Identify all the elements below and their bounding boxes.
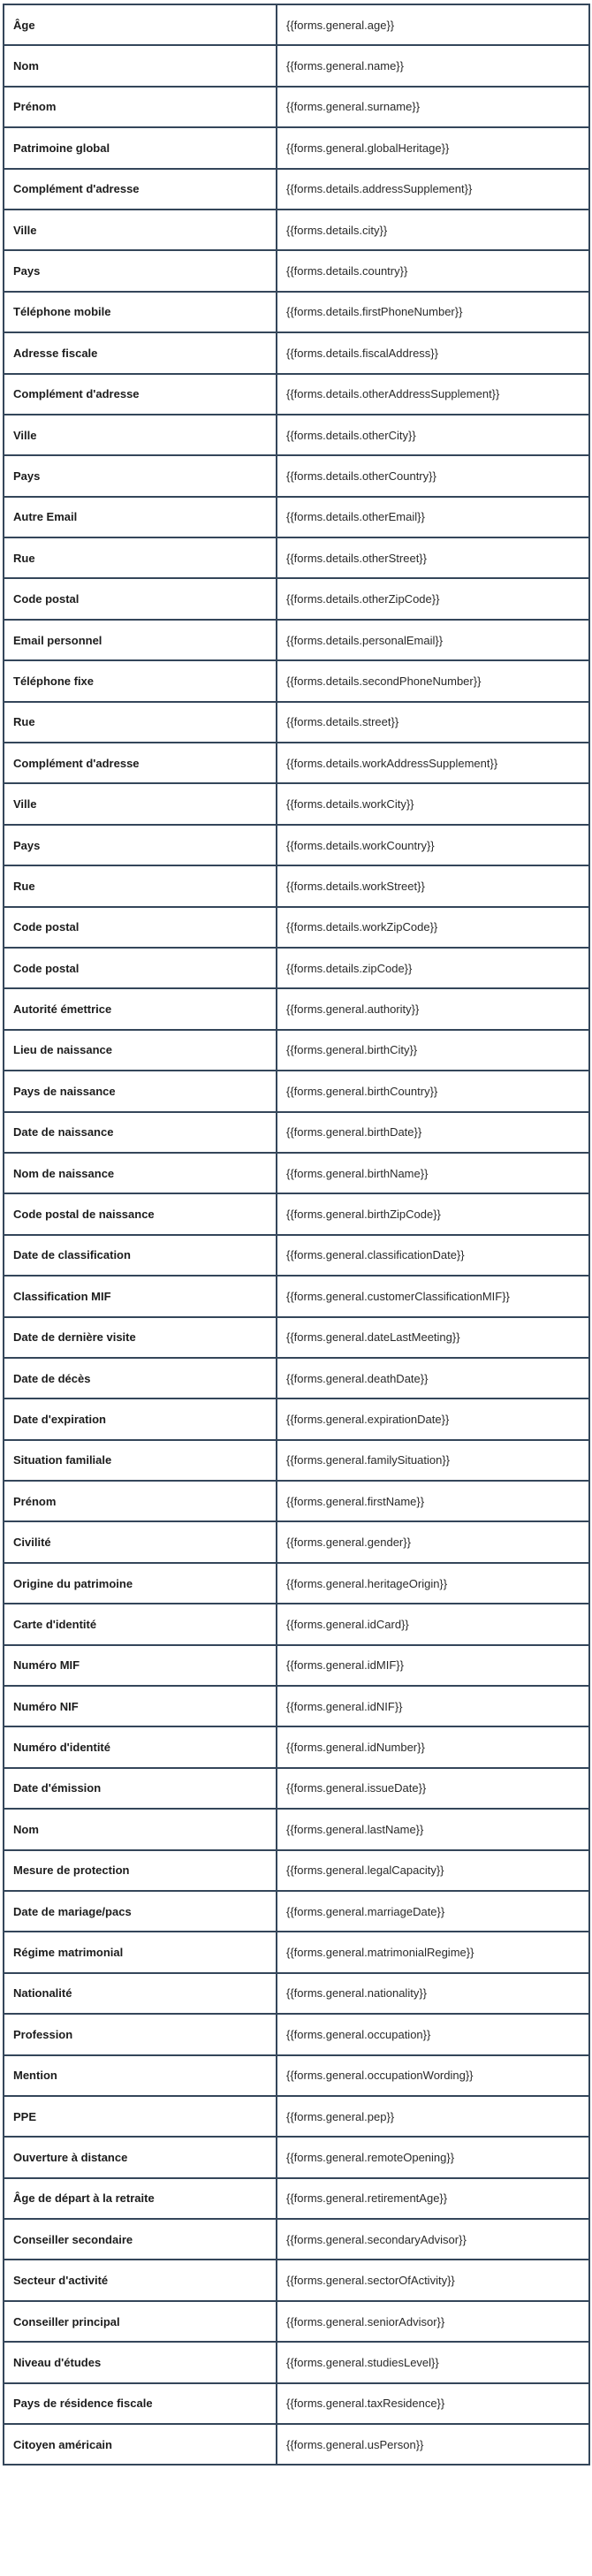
field-label: Lieu de naissance	[4, 1030, 277, 1071]
field-label: Autorité émettrice	[4, 988, 277, 1029]
field-template-value: {{forms.general.birthCountry}}	[277, 1071, 589, 1111]
field-label: Ville	[4, 210, 277, 250]
table-row	[4, 578, 589, 619]
table-row	[4, 1235, 589, 1276]
table-row	[4, 1521, 589, 1562]
field-template-value: {{forms.general.authority}}	[277, 988, 589, 1029]
field-template-value: {{forms.general.firstName}}	[277, 1481, 589, 1521]
table-row	[4, 1973, 589, 2014]
field-label: Code postal	[4, 948, 277, 988]
field-template-value: {{forms.general.idNIF}}	[277, 1686, 589, 1726]
field-template-value: {{forms.general.idNumber}}	[277, 1726, 589, 1767]
field-label: Complément d'adresse	[4, 743, 277, 783]
field-template-value: {{forms.details.otherCountry}}	[277, 455, 589, 496]
field-label: Classification MIF	[4, 1276, 277, 1316]
field-mapping-table-container	[3, 4, 590, 2465]
field-label: Téléphone fixe	[4, 660, 277, 701]
table-row	[4, 1604, 589, 1644]
field-template-value: {{forms.general.dateLastMeeting}}	[277, 1317, 589, 1358]
field-template-value: {{forms.details.addressSupplement}}	[277, 169, 589, 210]
table-row	[4, 1030, 589, 1071]
field-label: Date d'émission	[4, 1768, 277, 1809]
table-row	[4, 620, 589, 660]
field-template-value: {{forms.general.remoteOpening}}	[277, 2137, 589, 2177]
field-template-value: {{forms.general.lastName}}	[277, 1809, 589, 1849]
table-row	[4, 660, 589, 701]
table-row	[4, 1153, 589, 1193]
table-row	[4, 825, 589, 865]
table-row	[4, 2260, 589, 2300]
field-label: Nom	[4, 1809, 277, 1849]
field-label: Mention	[4, 2055, 277, 2096]
field-label: Pays de naissance	[4, 1071, 277, 1111]
field-label: Âge	[4, 4, 277, 45]
field-template-value: {{forms.general.marriageDate}}	[277, 1891, 589, 1932]
field-label: Code postal de naissance	[4, 1193, 277, 1234]
table-row	[4, 1726, 589, 1767]
table-row	[4, 2096, 589, 2137]
field-label: Numéro NIF	[4, 1686, 277, 1726]
field-label: Date de naissance	[4, 1112, 277, 1153]
field-label: Complément d'adresse	[4, 374, 277, 415]
field-template-value: {{forms.general.birthDate}}	[277, 1112, 589, 1153]
field-mapping-table-body	[4, 4, 589, 2465]
field-label: Adresse fiscale	[4, 332, 277, 373]
field-template-value: {{forms.general.name}}	[277, 45, 589, 86]
field-template-value: {{forms.details.workCountry}}	[277, 825, 589, 865]
field-label: Ville	[4, 783, 277, 824]
field-label: Numéro d'identité	[4, 1726, 277, 1767]
field-template-value: {{forms.general.occupation}}	[277, 2014, 589, 2054]
table-row	[4, 497, 589, 537]
field-template-value: {{forms.general.issueDate}}	[277, 1768, 589, 1809]
table-row	[4, 988, 589, 1029]
field-template-value: {{forms.general.birthZipCode}}	[277, 1193, 589, 1234]
field-label: Régime matrimonial	[4, 1932, 277, 1972]
table-row	[4, 374, 589, 415]
field-template-value: {{forms.details.workStreet}}	[277, 865, 589, 906]
field-label: Prénom	[4, 1481, 277, 1521]
table-row	[4, 865, 589, 906]
table-row	[4, 169, 589, 210]
field-template-value: {{forms.general.gender}}	[277, 1521, 589, 1562]
field-label: Pays	[4, 455, 277, 496]
field-label: Carte d'identité	[4, 1604, 277, 1644]
table-row	[4, 332, 589, 373]
field-label: PPE	[4, 2096, 277, 2137]
field-label: Date de décès	[4, 1358, 277, 1399]
field-label: Mesure de protection	[4, 1850, 277, 1891]
table-row	[4, 250, 589, 291]
field-template-value: {{forms.general.retirementAge}}	[277, 2178, 589, 2219]
field-template-value: {{forms.details.otherZipCode}}	[277, 578, 589, 619]
table-row	[4, 2301, 589, 2342]
field-template-value: {{forms.general.birthCity}}	[277, 1030, 589, 1071]
field-label: Citoyen américain	[4, 2424, 277, 2465]
field-template-value: {{forms.general.customerClassificationMIF}}	[277, 1276, 589, 1316]
field-label: Complément d'adresse	[4, 169, 277, 210]
table-row	[4, 1276, 589, 1316]
field-template-value: {{forms.general.idCard}}	[277, 1604, 589, 1644]
field-template-value: {{forms.general.occupationWording}}	[277, 2055, 589, 2096]
table-row	[4, 2014, 589, 2054]
table-row	[4, 2424, 589, 2465]
table-row	[4, 1071, 589, 1111]
table-row	[4, 1686, 589, 1726]
field-template-value: {{forms.details.secondPhoneNumber}}	[277, 660, 589, 701]
field-label: Pays	[4, 825, 277, 865]
field-label: Code postal	[4, 907, 277, 948]
table-row	[4, 1112, 589, 1153]
table-row	[4, 1891, 589, 1932]
field-template-value: {{forms.details.city}}	[277, 210, 589, 250]
field-template-value: {{forms.details.street}}	[277, 702, 589, 743]
table-row	[4, 4, 589, 45]
field-template-value: {{forms.general.legalCapacity}}	[277, 1850, 589, 1891]
field-label: Rue	[4, 537, 277, 578]
table-row	[4, 2342, 589, 2382]
field-template-value: {{forms.general.globalHeritage}}	[277, 127, 589, 168]
field-template-value: {{forms.general.surname}}	[277, 87, 589, 127]
table-row	[4, 2219, 589, 2260]
field-label: Niveau d'études	[4, 2342, 277, 2382]
field-label: Autre Email	[4, 497, 277, 537]
field-template-value: {{forms.general.classificationDate}}	[277, 1235, 589, 1276]
field-label: Rue	[4, 702, 277, 743]
field-template-value: {{forms.details.firstPhoneNumber}}	[277, 292, 589, 332]
field-template-value: {{forms.general.usPerson}}	[277, 2424, 589, 2465]
field-template-value: {{forms.details.otherCity}}	[277, 415, 589, 455]
field-template-value: {{forms.general.deathDate}}	[277, 1358, 589, 1399]
field-template-value: {{forms.general.seniorAdvisor}}	[277, 2301, 589, 2342]
field-template-value: {{forms.general.taxResidence}}	[277, 2383, 589, 2424]
table-row	[4, 1850, 589, 1891]
table-row	[4, 2137, 589, 2177]
table-row	[4, 1645, 589, 1686]
table-row	[4, 2055, 589, 2096]
table-row	[4, 1193, 589, 1234]
field-label: Nom de naissance	[4, 1153, 277, 1193]
table-row	[4, 455, 589, 496]
table-row	[4, 1399, 589, 1439]
field-template-value: {{forms.details.workZipCode}}	[277, 907, 589, 948]
field-label: Conseiller secondaire	[4, 2219, 277, 2260]
field-label: Origine du patrimoine	[4, 1563, 277, 1604]
field-template-value: {{forms.general.birthName}}	[277, 1153, 589, 1193]
field-label: Situation familiale	[4, 1440, 277, 1481]
table-row	[4, 743, 589, 783]
table-row	[4, 292, 589, 332]
field-label: Secteur d'activité	[4, 2260, 277, 2300]
field-template-value: {{forms.details.otherEmail}}	[277, 497, 589, 537]
field-label: Pays	[4, 250, 277, 291]
field-label: Téléphone mobile	[4, 292, 277, 332]
field-template-value: {{forms.general.heritageOrigin}}	[277, 1563, 589, 1604]
field-label: Numéro MIF	[4, 1645, 277, 1686]
table-row	[4, 1768, 589, 1809]
field-label: Nationalité	[4, 1973, 277, 2014]
field-template-value: {{forms.details.country}}	[277, 250, 589, 291]
field-template-value: {{forms.details.workAddressSupplement}}	[277, 743, 589, 783]
field-label: Email personnel	[4, 620, 277, 660]
field-label: Date d'expiration	[4, 1399, 277, 1439]
field-label: Code postal	[4, 578, 277, 619]
table-row	[4, 783, 589, 824]
field-label: Conseiller principal	[4, 2301, 277, 2342]
field-label: Prénom	[4, 87, 277, 127]
field-template-value: {{forms.general.matrimonialRegime}}	[277, 1932, 589, 1972]
field-label: Date de classification	[4, 1235, 277, 1276]
field-label: Ville	[4, 415, 277, 455]
field-template-value: {{forms.general.sectorOfActivity}}	[277, 2260, 589, 2300]
table-row	[4, 1481, 589, 1521]
field-template-value: {{forms.details.otherStreet}}	[277, 537, 589, 578]
table-row	[4, 127, 589, 168]
field-template-value: {{forms.details.otherAddressSupplement}}	[277, 374, 589, 415]
field-label: Date de mariage/pacs	[4, 1891, 277, 1932]
table-row	[4, 948, 589, 988]
field-template-value: {{forms.general.expirationDate}}	[277, 1399, 589, 1439]
table-row	[4, 87, 589, 127]
table-row	[4, 1440, 589, 1481]
field-template-value: {{forms.details.fiscalAddress}}	[277, 332, 589, 373]
table-row	[4, 1563, 589, 1604]
table-row	[4, 1932, 589, 1972]
field-label: Rue	[4, 865, 277, 906]
field-mapping-table	[3, 4, 590, 2465]
field-template-value: {{forms.general.pep}}	[277, 2096, 589, 2137]
table-row	[4, 45, 589, 86]
field-template-value: {{forms.general.secondaryAdvisor}}	[277, 2219, 589, 2260]
table-row	[4, 537, 589, 578]
field-template-value: {{forms.general.familySituation}}	[277, 1440, 589, 1481]
table-row	[4, 2178, 589, 2219]
table-row	[4, 210, 589, 250]
field-template-value: {{forms.general.age}}	[277, 4, 589, 45]
field-template-value: {{forms.general.nationality}}	[277, 1973, 589, 2014]
field-label: Âge de départ à la retraite	[4, 2178, 277, 2219]
field-template-value: {{forms.general.studiesLevel}}	[277, 2342, 589, 2382]
table-row	[4, 2383, 589, 2424]
field-template-value: {{forms.details.personalEmail}}	[277, 620, 589, 660]
field-label: Pays de résidence fiscale	[4, 2383, 277, 2424]
table-row	[4, 702, 589, 743]
table-row	[4, 415, 589, 455]
field-template-value: {{forms.details.zipCode}}	[277, 948, 589, 988]
field-template-value: {{forms.general.idMIF}}	[277, 1645, 589, 1686]
field-label: Civilité	[4, 1521, 277, 1562]
field-label: Nom	[4, 45, 277, 86]
field-label: Ouverture à distance	[4, 2137, 277, 2177]
table-row	[4, 1317, 589, 1358]
table-row	[4, 1809, 589, 1849]
table-row	[4, 1358, 589, 1399]
field-label: Date de dernière visite	[4, 1317, 277, 1358]
field-template-value: {{forms.details.workCity}}	[277, 783, 589, 824]
field-label: Profession	[4, 2014, 277, 2054]
field-label: Patrimoine global	[4, 127, 277, 168]
table-row	[4, 907, 589, 948]
